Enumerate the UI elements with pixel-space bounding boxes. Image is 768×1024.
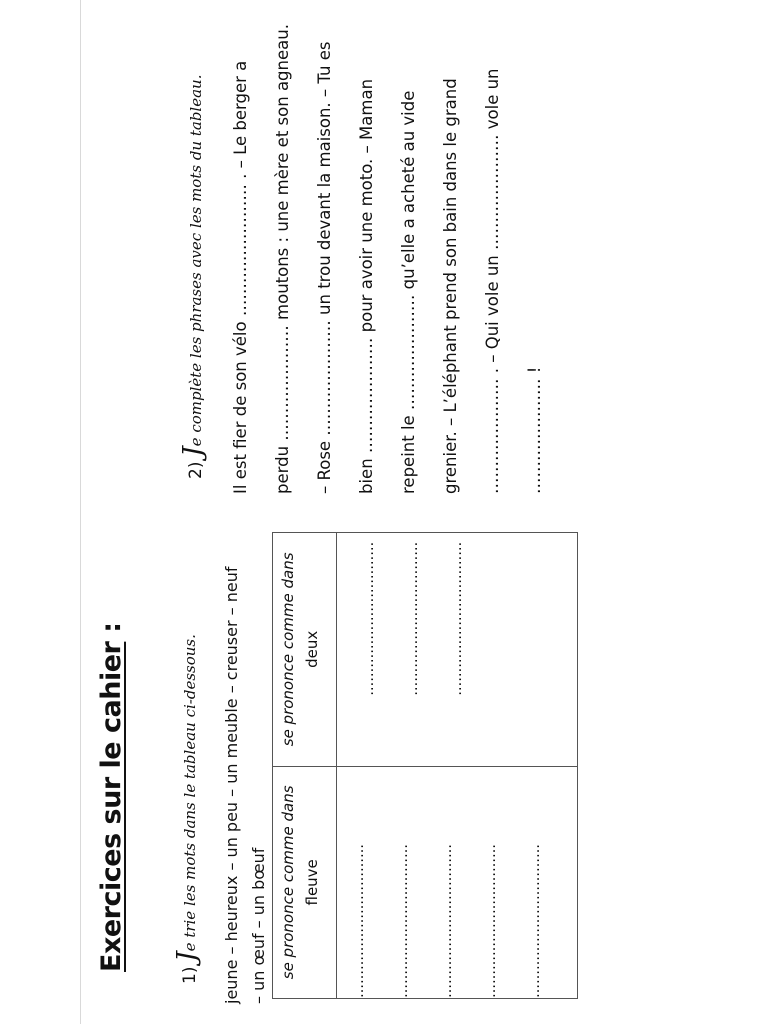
answer-blank[interactable]: …………………………… — [439, 844, 455, 998]
exercise-1-word-list-line-1: jeune – heureux – un peu – un meuble – creuser – neuf — [222, 566, 241, 1004]
answer-blank[interactable]: …………………………… — [483, 844, 499, 998]
exercise-2-text — [220, 14, 556, 494]
answer-blank[interactable]: …………………………… — [351, 844, 367, 998]
exercise-1-word-list-line-2: – un œuf – un bœuf — [249, 847, 268, 1004]
exercise-2-line-8: ………………… ! — [525, 366, 544, 494]
table-header-1-line-1: se prononce comme dans — [279, 785, 297, 980]
table-column-deux — [337, 533, 578, 767]
exercise-2-initial: J — [178, 446, 208, 457]
table-header-1-line-2: fleuve — [303, 859, 321, 906]
exercise-2-instruction — [178, 75, 208, 479]
exercise-2-line-4: bien ………………… pour avoir une moto. – Maman — [357, 78, 376, 494]
exercise-2-line-3: – Rose ………………… un trou devant la maison. – Tu es — [315, 41, 334, 494]
exercise-1-initial: J — [172, 951, 202, 962]
exercise-2-line-5: repeint le ………………… qu’elle a acheté au vide — [399, 90, 418, 494]
exercise-2-line-6: grenier. – L’éléphant prend son bain dans le grand — [441, 78, 460, 494]
exercise-1-instruction-text: e trie les mots dans le tableau ci-dessous. — [181, 634, 199, 952]
exercise-2-number: 2) — [186, 461, 206, 479]
table-column-fleuve — [337, 766, 578, 998]
exercise-2-instruction-text: e complète les phrases avec les mots du tableau. — [187, 74, 205, 447]
answer-blank[interactable]: …………………………… — [449, 541, 465, 696]
answer-blank[interactable]: …………………………… — [395, 844, 411, 998]
table-header-2-line-2: deux — [303, 630, 321, 668]
exercise-2-line-7: ………………… . – Qui vole un ………………… vole un — [483, 68, 502, 494]
answer-blank[interactable]: …………………………… — [405, 541, 421, 696]
page-title-colon: : — [96, 622, 127, 642]
table-header-2-line-1: se prononce comme dans — [279, 552, 297, 747]
table-header-deux — [273, 533, 337, 767]
page-title-text: Exercices sur le cahier — [96, 641, 127, 972]
answer-blank[interactable]: …………………………… — [527, 844, 543, 998]
page-title — [96, 622, 127, 972]
table-header-fleuve — [273, 766, 337, 998]
sorting-table — [272, 532, 578, 999]
answer-blank[interactable]: …………………………… — [361, 541, 377, 696]
exercise-1-instruction — [172, 634, 202, 984]
exercise-1-number: 1) — [180, 966, 200, 984]
exercise-2-line-2: perdu ………………… moutons : une mère et son agneau. — [273, 24, 292, 494]
exercise-2-line-1: Il est fier de son vélo …………………… . – Le berger a — [231, 60, 250, 494]
